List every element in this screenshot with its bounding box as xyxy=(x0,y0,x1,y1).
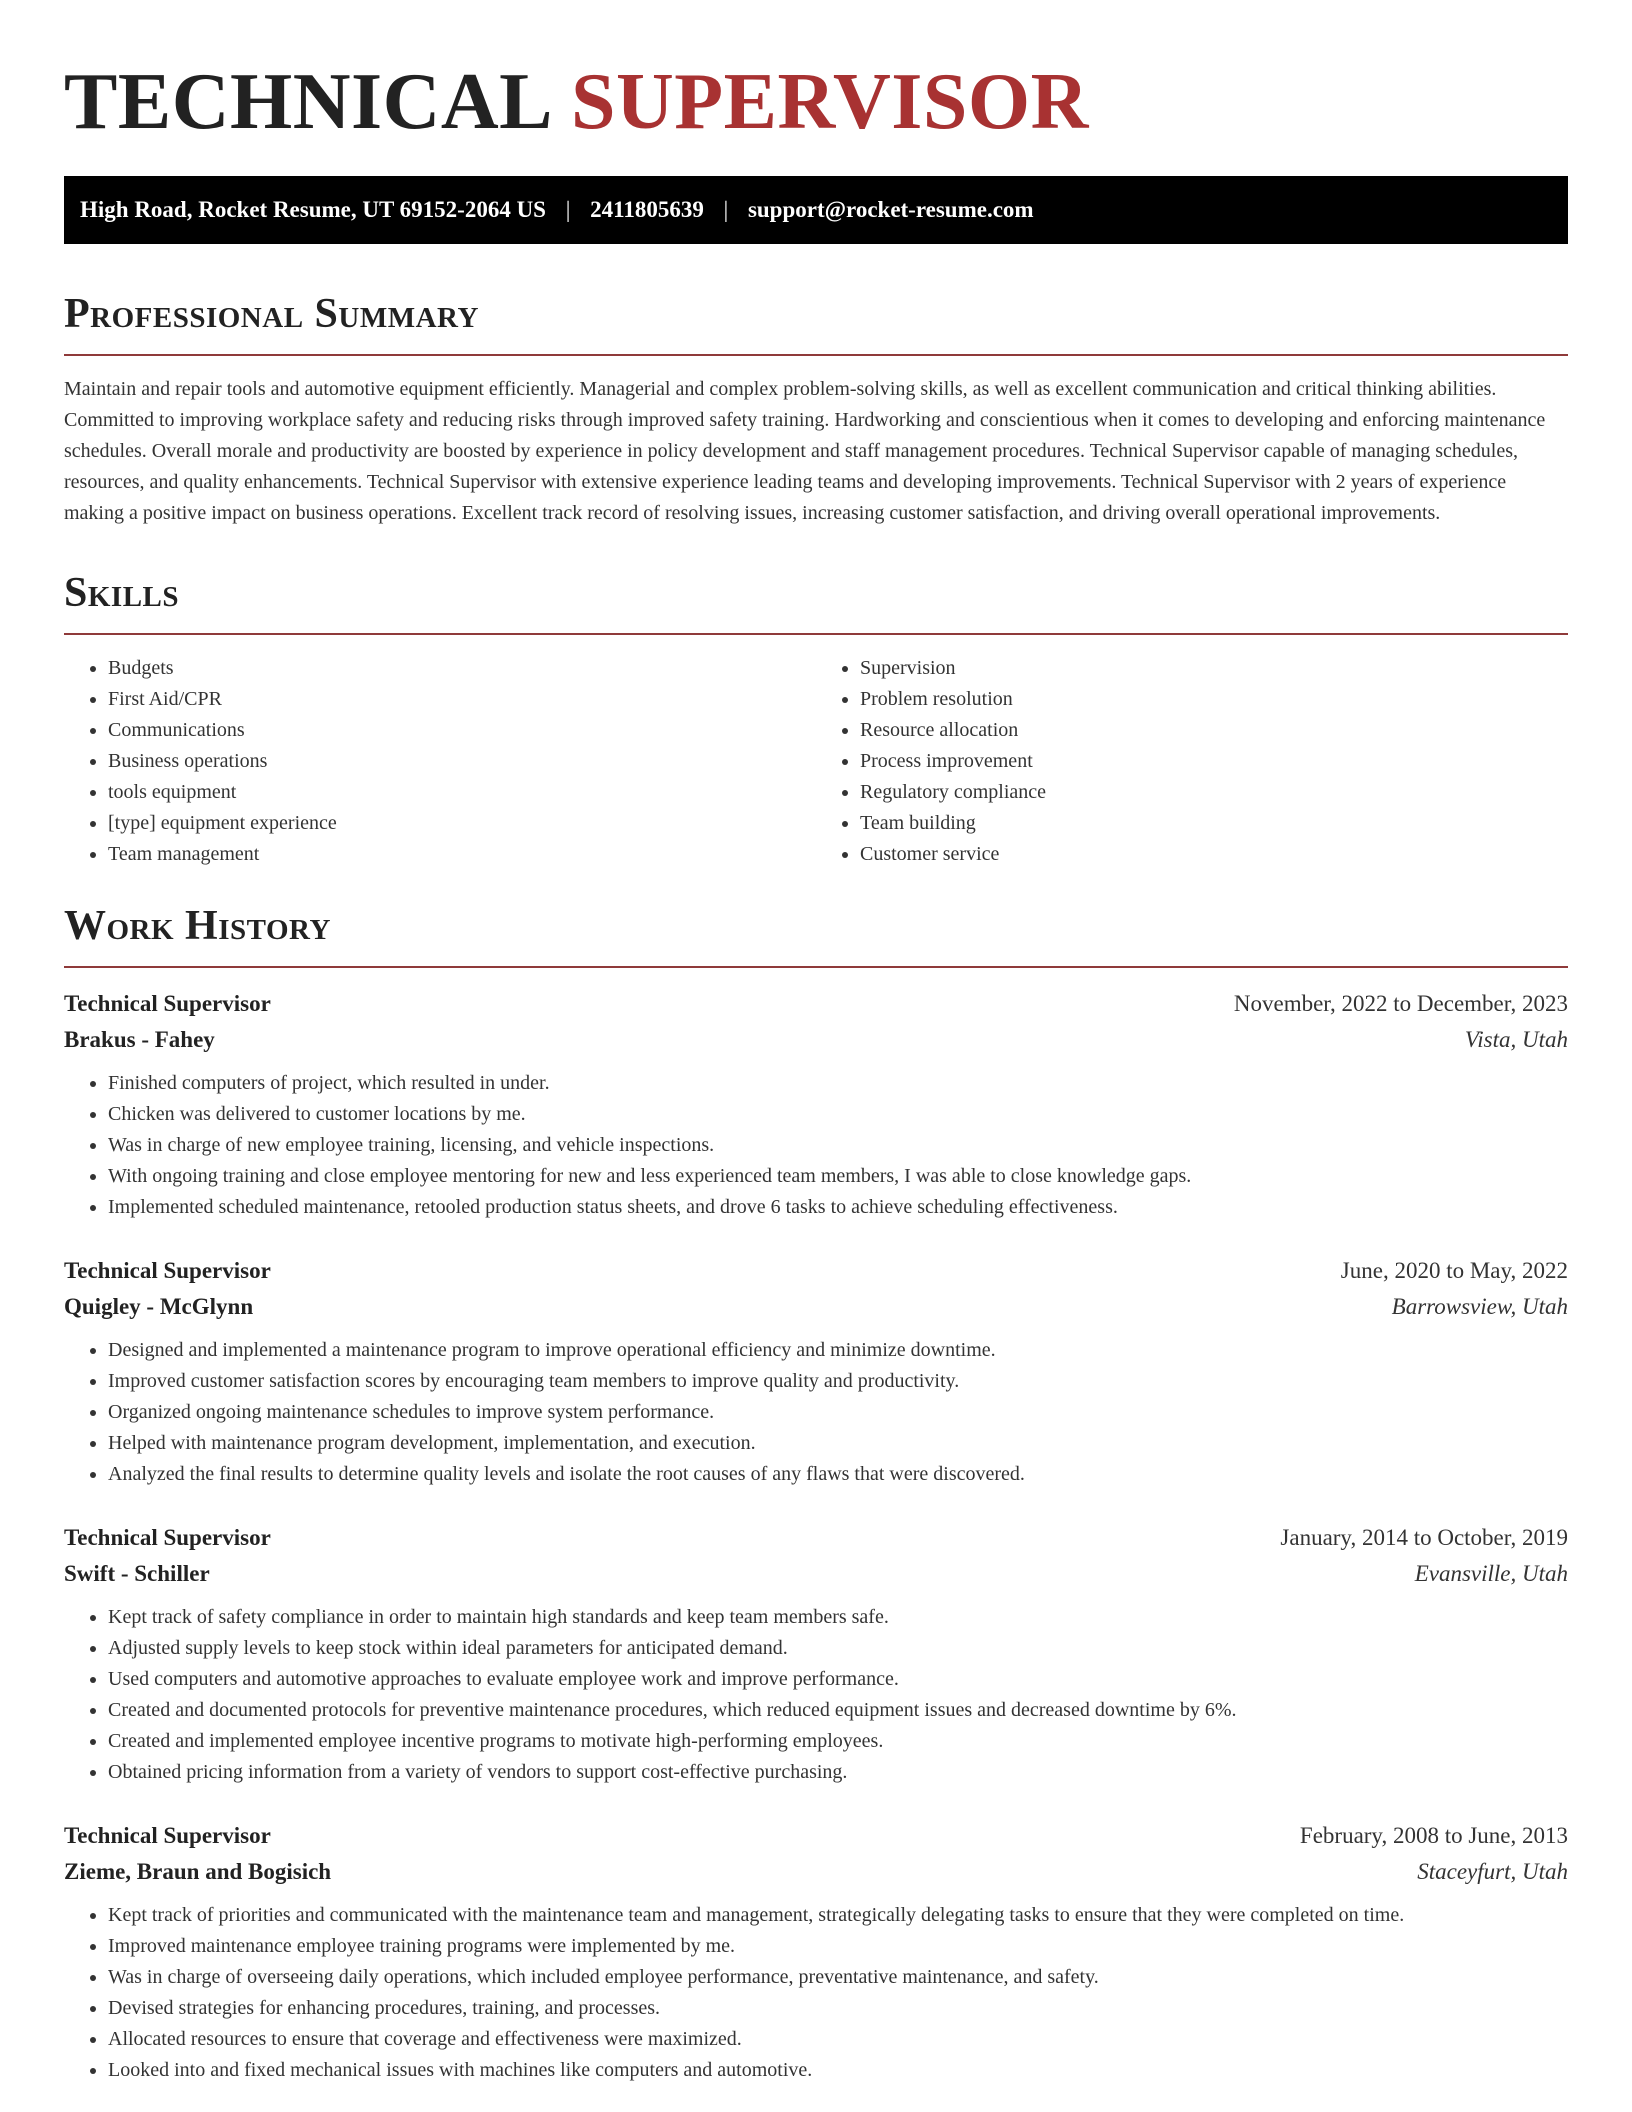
job-bullets xyxy=(64,1602,1568,1788)
contact-phone: 2411805639 xyxy=(590,197,704,222)
job-bullet: • Was in charge of new employee training, licensing, and vehicle inspections. xyxy=(108,1130,1568,1161)
skill-item: • Problem resolution xyxy=(860,684,1568,715)
job-location: Staceyfurt, Utah xyxy=(1417,1859,1568,1884)
summary-text: Maintain and repair tools and automotive equipment efficiently. Managerial and complex problem-solving skills, as well as excellent communication and critical thinking abilities. Committed to improving workplace safety and reducing risks through improved safety training. Hardworking and conscientious when it comes to developing and enforcing maintenance schedules. Overall morale and productivity are boosted by experience in policy development and staff management procedures. Technical Supervisor capable of managing schedules, resources, and quality enhancements. Technical Supervisor with extensive experience leading teams and developing improvements. Technical Supervisor with 2 years of experience making a positive impact on business operations. Excellent track record of resolving issues, increasing customer satisfaction, and driving overall operational improvements. xyxy=(64,378,1546,524)
skill-item: • Budgets xyxy=(108,653,816,684)
job-title: Technical Supervisor xyxy=(64,1525,271,1550)
skills-column-right xyxy=(816,653,1568,870)
skill-item: • [type] equipment experience xyxy=(108,808,816,839)
skills-list xyxy=(64,653,1568,870)
job-bullet: • Kept track of priorities and communicated with the maintenance team and management, strategically delegating tasks to ensure that they were completed on time. xyxy=(108,1900,1568,1931)
job-entry xyxy=(64,1520,1568,1788)
job-bullet: • With ongoing training and close employee mentoring for new and less experienced team members, I was able to close knowledge gaps. xyxy=(108,1161,1568,1192)
job-company: Zieme, Braun and Bogisich xyxy=(64,1859,332,1884)
contact-address: High Road, Rocket Resume, UT 69152-2064 US xyxy=(80,197,546,222)
section-divider xyxy=(64,966,1568,968)
section-divider xyxy=(64,633,1568,635)
job-bullet: • Kept track of safety compliance in order to maintain high standards and keep team members safe. xyxy=(108,1602,1568,1633)
job-bullets xyxy=(64,1068,1568,1223)
job-company: Quigley - McGlynn xyxy=(64,1294,254,1319)
job-bullets xyxy=(64,1335,1568,1490)
skill-item: • Team management xyxy=(108,839,816,870)
job-header-row xyxy=(64,986,1568,1022)
job-location: Evansville, Utah xyxy=(1414,1561,1568,1586)
job-bullet: • Helped with maintenance program development, implementation, and execution. xyxy=(108,1428,1568,1459)
job-bullet: • Allocated resources to ensure that coverage and effectiveness were maximized. xyxy=(108,2024,1568,2055)
contact-separator: | xyxy=(723,197,729,222)
job-bullet: • Organized ongoing maintenance schedules to improve system performance. xyxy=(108,1397,1568,1428)
work-history-list xyxy=(64,986,1568,2086)
skill-item: • Supervision xyxy=(860,653,1568,684)
summary-heading: Professional Summary xyxy=(64,291,479,337)
job-header-row xyxy=(64,1253,1568,1289)
job-bullet: • Looked into and fixed mechanical issues with machines like computers and automotive. xyxy=(108,2055,1568,2086)
skills-column-left xyxy=(64,653,816,870)
job-bullet: • Improved maintenance employee training programs were implemented by me. xyxy=(108,1931,1568,1962)
job-company-row xyxy=(64,1022,1568,1058)
skill-item: • First Aid/CPR xyxy=(108,684,816,715)
skill-item: • Resource allocation xyxy=(860,715,1568,746)
job-dates: January, 2014 to October, 2019 xyxy=(1280,1525,1568,1550)
job-bullet: • Analyzed the final results to determine quality levels and isolate the root causes of any flaws that were discovered. xyxy=(108,1459,1568,1490)
job-bullet: • Designed and implemented a maintenance program to improve operational efficiency and minimize downtime. xyxy=(108,1335,1568,1366)
skill-item: • Communications xyxy=(108,715,816,746)
title-first-word: TECHNICAL xyxy=(64,58,554,146)
job-dates: February, 2008 to June, 2013 xyxy=(1299,1823,1568,1848)
job-company: Brakus - Fahey xyxy=(64,1027,215,1052)
job-header-row xyxy=(64,1520,1568,1556)
title-second-word: SUPERVISOR xyxy=(571,58,1089,146)
skills-heading: Skills xyxy=(64,570,180,616)
skill-item: • Process improvement xyxy=(860,746,1568,777)
job-bullet: • Created and documented protocols for preventive maintenance procedures, which reduced equipment issues and decreased downtime by 6%. xyxy=(108,1695,1568,1726)
resume-title xyxy=(64,52,1568,152)
job-title: Technical Supervisor xyxy=(64,991,271,1016)
contact-bar xyxy=(64,176,1568,244)
job-bullet: • Obtained pricing information from a variety of vendors to support cost-effective purchasing. xyxy=(108,1757,1568,1788)
job-bullet: • Finished computers of project, which resulted in under. xyxy=(108,1068,1568,1099)
job-title: Technical Supervisor xyxy=(64,1823,271,1848)
skill-item: • tools equipment xyxy=(108,777,816,808)
skill-item: • Business operations xyxy=(108,746,816,777)
job-company-row xyxy=(64,1289,1568,1325)
job-entry xyxy=(64,1818,1568,2086)
job-bullet: • Devised strategies for enhancing procedures, training, and processes. xyxy=(108,1993,1568,2024)
job-location: Vista, Utah xyxy=(1464,1027,1568,1052)
job-bullets xyxy=(64,1900,1568,2086)
job-title: Technical Supervisor xyxy=(64,1258,271,1283)
section-divider xyxy=(64,354,1568,356)
job-bullet: • Improved customer satisfaction scores by encouraging team members to improve quality and productivity. xyxy=(108,1366,1568,1397)
job-company: Swift - Schiller xyxy=(64,1561,210,1586)
contact-separator: | xyxy=(565,197,571,222)
job-bullet: • Used computers and automotive approaches to evaluate employee work and improve performance. xyxy=(108,1664,1568,1695)
job-bullet: • Implemented scheduled maintenance, retooled production status sheets, and drove 6 tasks to achieve scheduling effectiveness. xyxy=(108,1192,1568,1223)
job-company-row xyxy=(64,1854,1568,1890)
job-bullet: • Was in charge of overseeing daily operations, which included employee performance, preventative maintenance, and safety. xyxy=(108,1962,1568,1993)
job-bullet: • Adjusted supply levels to keep stock within ideal parameters for anticipated demand. xyxy=(108,1633,1568,1664)
job-bullet: • Created and implemented employee incentive programs to motivate high-performing employees. xyxy=(108,1726,1568,1757)
skill-item: • Regulatory compliance xyxy=(860,777,1568,808)
job-dates: June, 2020 to May, 2022 xyxy=(1340,1258,1568,1283)
skill-item: • Team building xyxy=(860,808,1568,839)
job-location: Barrowsview, Utah xyxy=(1391,1294,1568,1319)
job-header-row xyxy=(64,1818,1568,1854)
job-entry xyxy=(64,986,1568,1223)
job-bullet: • Chicken was delivered to customer locations by me. xyxy=(108,1099,1568,1130)
contact-email: support@rocket-resume.com xyxy=(747,197,1034,222)
job-entry xyxy=(64,1253,1568,1490)
work-history-heading: Work History xyxy=(64,903,331,949)
job-dates: November, 2022 to December, 2023 xyxy=(1233,991,1568,1016)
skill-item: • Customer service xyxy=(860,839,1568,870)
job-company-row xyxy=(64,1556,1568,1592)
